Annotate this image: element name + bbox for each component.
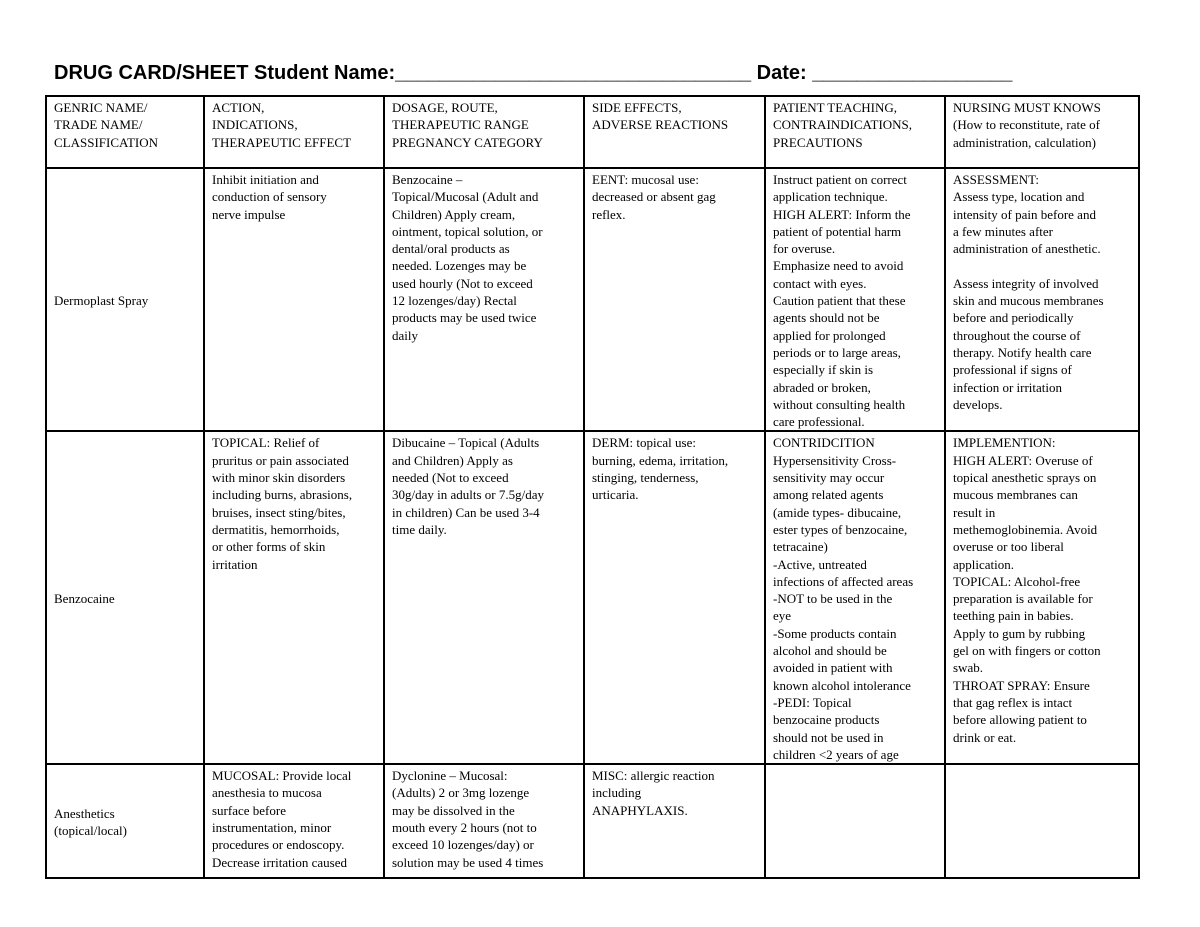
header-dosage: DOSAGE, ROUTE, THERAPEUTIC RANGE PREGNANCY CATEGORY	[384, 96, 584, 168]
nursing-must-knows-cell: IMPLEMENTION: HIGH ALERT: Overuse of topical anesthetic sprays on mucous membranes can result in methemoglobinemia. Avoid overuse or too liberal application. TOPICAL: Alcohol-free preparation is available for teething pain in babies. Apply to gum by rubbing gel on with fingers or cotton swab. THROAT SPRAY: Ensure that gag reflex is intact before allowing patient to drink or eat.	[945, 431, 1139, 764]
page-title: DRUG CARD/SHEET Student Name:________________________________ Date: __________________	[54, 62, 1013, 84]
dosage-cell: Benzocaine – Topical/Mucosal (Adult and Children) Apply cream, ointment, topical solution, or dental/oral products as needed. Lozenges may be used hourly (Not to exceed 12 lozenges/day) Rectal products may be used twice daily	[384, 168, 584, 431]
action-cell: Inhibit initiation and conduction of sensory nerve impulse	[204, 168, 384, 431]
side-effects-cell: DERM: topical use: burning, edema, irritation, stinging, tenderness, urticaria.	[584, 431, 765, 764]
header-action: ACTION, INDICATIONS, THERAPEUTIC EFFECT	[204, 96, 384, 168]
dosage-cell: Dyclonine – Mucosal: (Adults) 2 or 3mg lozenge may be dissolved in the mouth every 2 hours (not to exceed 10 lozenges/day) or solution may be used 4 times	[384, 764, 584, 878]
patient-teaching-cell	[765, 764, 945, 878]
patient-teaching-cell: Instruct patient on correct application technique. HIGH ALERT: Inform the patient of potential harm for overuse. Emphasize need to avoid contact with eyes. Caution patient that these agents should not be applied for prolonged periods or to large areas, especially if skin is abraded or broken, without consulting health care professional.	[765, 168, 945, 431]
header-nursing-must-knows: NURSING MUST KNOWS (How to reconstitute, rate of administration, calculation)	[945, 96, 1139, 168]
drug-name-cell: Benzocaine	[46, 431, 204, 764]
patient-teaching-cell: CONTRIDCITION Hypersensitivity Cross- sensitivity may occur among related agents (amide types- dibucaine, ester types of benzocaine, tetracaine) -Active, untreated infections of affected areas -NOT to be used in the eye -Some products contain alcohol and should be avoided in patient with known alcohol intolerance -PEDI: Topical benzocaine products should not be used in children <2 years of age	[765, 431, 945, 764]
drug-name-cell: Dermoplast Spray	[46, 168, 204, 431]
action-cell: MUCOSAL: Provide local anesthesia to mucosa surface before instrumentation, minor procedures or endoscopy. Decrease irritation caused	[204, 764, 384, 878]
nursing-must-knows-cell: ASSESSMENT: Assess type, location and intensity of pain before and a few minutes after administration of anesthetic. Assess integrity of involved skin and mucous membranes before and periodically throughout the course of therapy. Notify health care professional if signs of infection or irritation develops.	[945, 168, 1139, 431]
nursing-must-knows-cell	[945, 764, 1139, 878]
drug-name-cell: Anesthetics (topical/local)	[46, 764, 204, 878]
side-effects-cell: MISC: allergic reaction including ANAPHYLAXIS.	[584, 764, 765, 878]
header-generic-name: GENRIC NAME/ TRADE NAME/ CLASSIFICATION	[46, 96, 204, 168]
table-row	[46, 431, 1139, 764]
table-row	[46, 168, 1139, 431]
table-row	[46, 764, 1139, 878]
action-cell: TOPICAL: Relief of pruritus or pain associated with minor skin disorders including burns, abrasions, bruises, insect sting/bites, dermatitis, hemorrhoids, or other forms of skin irritation	[204, 431, 384, 764]
drug-card-table	[45, 95, 1140, 879]
dosage-cell: Dibucaine – Topical (Adults and Children) Apply as needed (Not to exceed 30g/day in adults or 7.5g/day in children) Can be used 3-4 time daily.	[384, 431, 584, 764]
header-side-effects: SIDE EFFECTS, ADVERSE REACTIONS	[584, 96, 765, 168]
side-effects-cell: EENT: mucosal use: decreased or absent gag reflex.	[584, 168, 765, 431]
header-patient-teaching: PATIENT TEACHING, CONTRAINDICATIONS, PRECAUTIONS	[765, 96, 945, 168]
table-header-row	[46, 96, 1139, 168]
